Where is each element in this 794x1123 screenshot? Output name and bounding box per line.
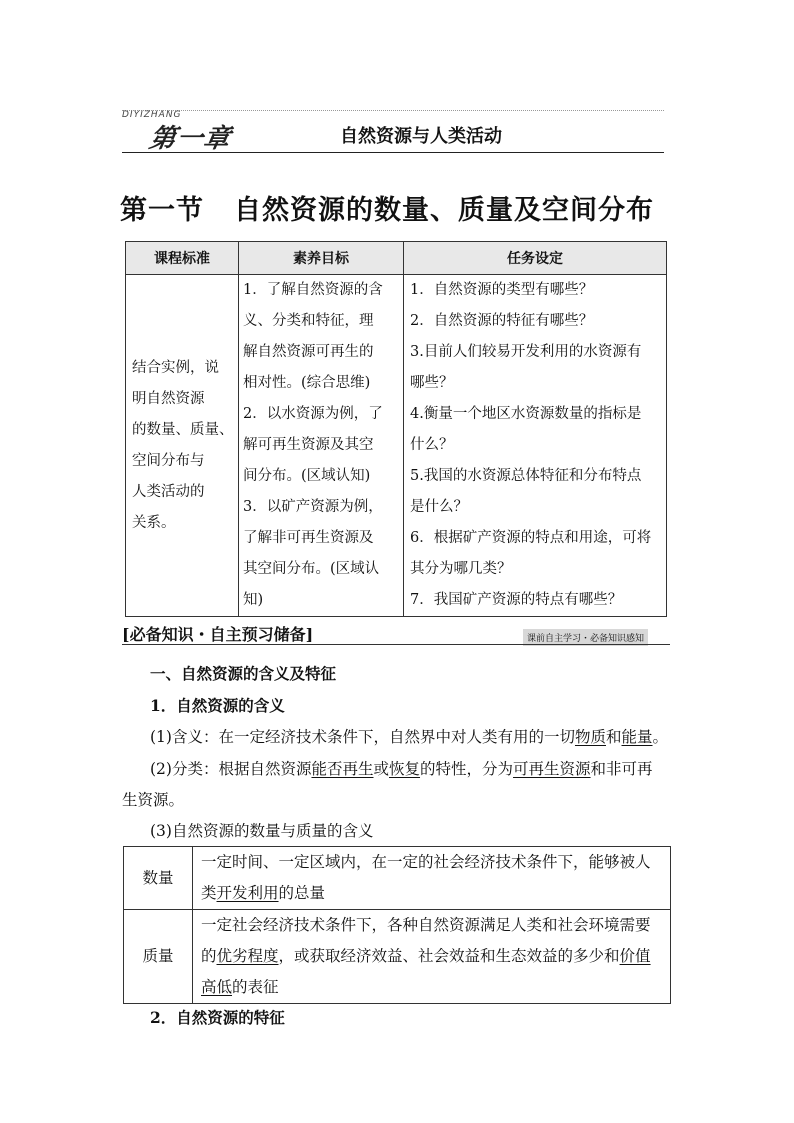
literacy-goals-cell	[239, 275, 404, 617]
text-line: 了解非可再生资源及	[243, 530, 374, 546]
text-line: 一定时间、一定区域内，在一定的社会经济技术条件下，能够被人	[201, 853, 651, 871]
text-run: 或	[373, 760, 389, 778]
underlined-term: 恢复	[389, 760, 421, 778]
text-line: 一定社会经济技术条件下，各种自然资源满足人类和社会环境需要	[201, 916, 651, 934]
underlined-term: 开发利用	[216, 884, 279, 902]
heading-section-1: 一、自然资源的含义及特征	[150, 664, 337, 683]
paragraph-definition	[150, 725, 668, 747]
text-line: 3.目前人们较易开发利用的水资源有	[410, 344, 642, 360]
paragraph-quantity-quality: (3)自然资源的数量与质量的含义	[150, 822, 374, 840]
text-line: 关系。	[132, 514, 176, 531]
course-standard-cell	[126, 275, 239, 617]
text-line: 结合实例，说	[132, 359, 219, 376]
text-line: 的数量、质量、	[132, 421, 234, 438]
quantity-quality-table	[123, 846, 671, 1004]
banner-rule	[122, 644, 670, 645]
text-line: 什么？	[410, 437, 454, 453]
underlined-term: 优劣程度	[216, 947, 279, 965]
quality-label: 质量	[124, 910, 193, 1004]
header-cell: 课程标准	[126, 242, 239, 275]
heading-meaning: 1．自然资源的含义	[150, 696, 285, 715]
text-line: 4.衡量一个地区水资源数量的指标是	[410, 406, 642, 422]
text-run: 的	[201, 947, 217, 965]
table-row	[124, 847, 671, 910]
underlined-term: 高低	[201, 978, 233, 996]
text-run: (1)含义：在一定经济技术条件下，自然界中对人类有用的一切	[150, 728, 575, 746]
text-line: 2．自然资源的特征有哪些？	[410, 313, 594, 329]
section-title	[120, 188, 654, 227]
text-run: (2)分类：根据自然资源	[150, 760, 312, 778]
table-row	[124, 910, 671, 1004]
underlined-term: 可再生资源	[513, 760, 591, 778]
header-rule	[122, 152, 664, 153]
text-run: 和非可再	[590, 760, 653, 778]
chapter-title: 自然资源与人类活动	[340, 126, 502, 147]
text-line: 7．我国矿产资源的特点有哪些？	[410, 592, 623, 608]
text-line	[201, 878, 670, 909]
paragraph-classification	[150, 757, 653, 779]
text-line: 其空间分布。(区域认	[243, 561, 380, 577]
text-line	[201, 972, 670, 1003]
text-run: 的总量	[278, 884, 326, 902]
section-number: 第一节	[120, 195, 204, 226]
text-line: 解自然资源可再生的	[243, 344, 374, 360]
quality-description	[193, 910, 671, 1004]
quantity-label: 数量	[124, 847, 193, 910]
text-run: 类	[201, 884, 217, 902]
text-line: 1．了解自然资源的含	[243, 282, 383, 298]
text-line	[201, 941, 670, 972]
standards-table-header	[126, 242, 667, 275]
text-run: 的表征	[232, 978, 279, 996]
text-line: 知)	[243, 592, 264, 608]
text-line: 哪些？	[410, 375, 454, 391]
text-line: 1．自然资源的类型有哪些？	[410, 282, 594, 298]
standards-table-row	[126, 275, 667, 617]
header-cell: 素养目标	[239, 242, 404, 275]
quantity-description	[193, 847, 671, 910]
text-line: 明自然资源	[132, 390, 205, 407]
task-settings-cell	[404, 275, 667, 617]
text-line: 人类活动的	[132, 483, 205, 500]
text-run: ，或获取经济效益、社会效益和生态效益的多少和	[278, 947, 620, 965]
header-dotted-rule	[122, 110, 664, 111]
underlined-term: 物质	[574, 728, 606, 746]
text-run: 。	[652, 728, 669, 746]
text-line: 5.我国的水资源总体特征和分布特点	[410, 468, 642, 484]
standards-table	[125, 241, 667, 617]
underlined-term: 能量	[621, 728, 653, 746]
section-name: 自然资源的数量、质量及空间分布	[234, 195, 654, 226]
text-line: 其分为哪几类？	[410, 561, 512, 577]
text-line: 义、分类和特征，理	[243, 313, 374, 329]
underlined-term: 价值	[619, 947, 651, 965]
chapter-pinyin: DIYIZHANG	[122, 110, 182, 120]
text-line: 解可再生资源及其空	[243, 437, 374, 453]
text-line: 相对性。(综合思维)	[243, 375, 371, 391]
underlined-term: 能否再生	[311, 760, 374, 778]
text-line: 6．根据矿产资源的特点和用途，可将	[410, 530, 652, 546]
knowledge-banner-title: [必备知识・自主预习储备]	[122, 625, 314, 644]
text-run: 的特性，分为	[420, 760, 514, 778]
text-line: 空间分布与	[132, 452, 205, 469]
text-line: 3．以矿产资源为例，	[243, 499, 383, 515]
knowledge-banner-tag: 课前自主学习・必备知识感知	[523, 629, 648, 646]
header-cell: 任务设定	[404, 242, 667, 275]
text-line: 间分布。(区域认知)	[243, 468, 371, 484]
text-line: 是什么？	[410, 499, 468, 515]
text-line: 2．以水资源为例，了	[243, 406, 383, 422]
heading-features: 2．自然资源的特征	[150, 1008, 285, 1027]
text-run: 和	[605, 728, 622, 746]
paragraph-classification-cont: 生资源。	[122, 791, 185, 809]
chapter-label: 第一章	[146, 124, 234, 154]
